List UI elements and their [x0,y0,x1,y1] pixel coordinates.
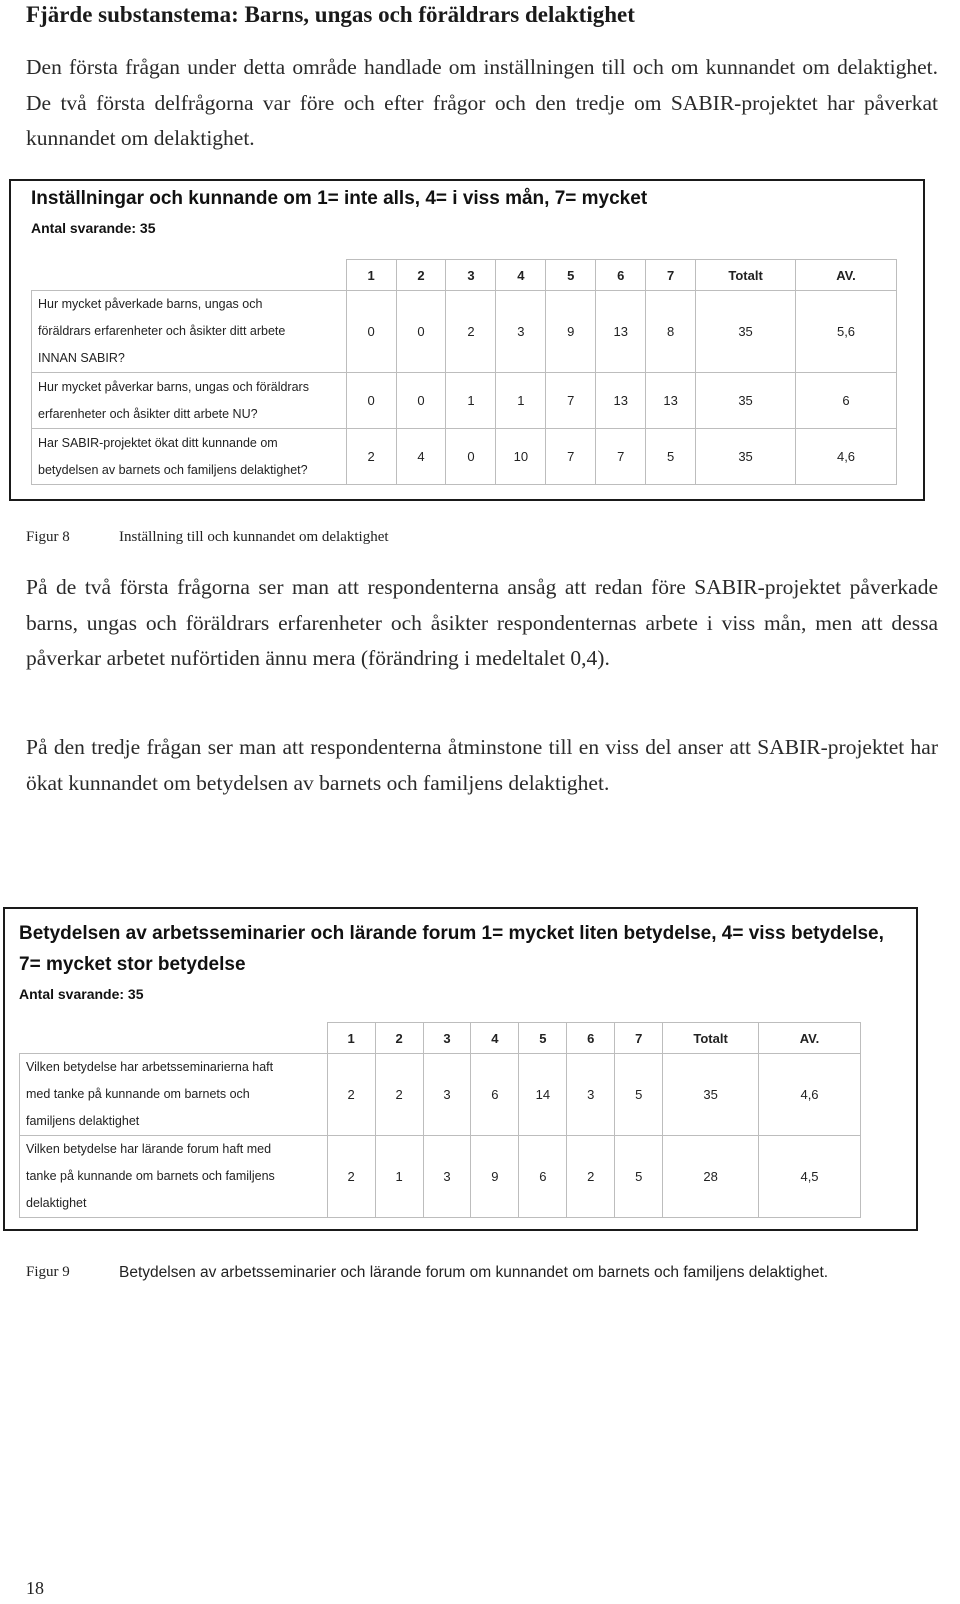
value-cell: 3 [423,1136,471,1218]
value-cell: 7 [546,373,596,429]
value-cell: 5 [615,1136,663,1218]
section-heading: Fjärde substanstema: Barns, ungas och föräldrars delaktighet [26,2,635,27]
figure-8-caption-number: Figur 8 [26,529,70,545]
question-line: INNAN SABIR? [38,351,125,365]
question-line: Hur mycket påverkade barns, ungas och [38,297,263,311]
figure-9-caption-text: Betydelsen av arbetsseminarier och lärande forum om kunnandet om barnets och familjens delaktighet. [119,1264,829,1281]
header-cell: 7 [615,1023,663,1054]
result-paragraph-1: På de två första frågorna ser man att respondenterna ansåg att redan före SABIR-projektet påverkade barns, ungas och föräldrars erfarenheter och åsikter respondenternas arbete i viss mån, men att dessa påverkar arbetet nuförtiden ännu mera (förändring i medeltalet 0,4). [26,575,938,670]
question-line: tanke på kunnande om barnets och familjens [26,1169,275,1183]
value-cell: 4,6 [796,429,897,485]
value-cell: 0 [346,291,396,373]
value-cell: 2 [327,1054,375,1136]
header-cell: 4 [471,1023,519,1054]
table-row [32,429,897,485]
header-cell: 4 [496,260,546,291]
question-line: erfarenheter och åsikter ditt arbete NU? [38,406,258,421]
value-cell: 2 [446,291,496,373]
figure-8-title: Inställningar och kunnande om 1= inte alls, 4= i viss mån, 7= mycket [31,188,648,209]
value-cell: 9 [471,1136,519,1218]
value-cell: 0 [346,373,396,429]
value-cell: 2 [567,1136,615,1218]
value-cell: 7 [546,429,596,485]
header-cell: 3 [423,1023,471,1054]
figure-8-table [31,259,897,485]
value-cell: 35 [696,291,796,373]
header-cell: Totalt [696,260,796,291]
value-cell: 6 [796,373,897,429]
question-line: Hur mycket påverkar barns, ungas och föräldrars [38,379,309,394]
figure-9-caption-number: Figur 9 [26,1264,70,1280]
header-cell: 1 [346,260,396,291]
header-cell: 6 [596,260,646,291]
value-cell: 13 [646,373,696,429]
header-cell: 7 [646,260,696,291]
value-cell: 28 [663,1136,759,1218]
value-cell: 5 [646,429,696,485]
value-cell: 2 [346,429,396,485]
figure-8-caption-text: Inställning till och kunnandet om delaktighet [119,529,389,545]
header-cell: 2 [396,260,446,291]
header-cell: AV. [796,260,897,291]
table-row [20,1054,861,1136]
value-cell: 13 [596,291,646,373]
result-paragraph-2: På den tredje frågan ser man att respondenterna åtminstone till en viss del anser att SABIR-projektet har ökat kunnandet om betydelsen av barnets och familjens delaktighet. [26,735,938,795]
value-cell: 35 [663,1054,759,1136]
question-cell [32,291,347,373]
value-cell: 14 [519,1054,567,1136]
value-cell: 3 [496,291,546,373]
header-cell: 2 [375,1023,423,1054]
header-cell: 5 [519,1023,567,1054]
page-number: 18 [26,1578,44,1598]
value-cell: 9 [546,291,596,373]
question-cell [20,1054,328,1136]
value-cell: 4 [396,429,446,485]
figure-8-subtitle: Antal svarande: 35 [31,220,156,236]
value-cell: 7 [596,429,646,485]
header-cell: Totalt [663,1023,759,1054]
value-cell: 6 [471,1054,519,1136]
question-line: föräldrars erfarenheter och åsikter ditt arbete [38,324,286,338]
header-cell: AV. [759,1023,861,1054]
question-cell [20,1136,328,1218]
value-cell: 2 [327,1136,375,1218]
table-header-row [20,1023,861,1054]
question-line: Har SABIR-projektet ökat ditt kunnande om [38,435,278,450]
value-cell: 35 [696,373,796,429]
value-cell: 3 [423,1054,471,1136]
table-row [32,373,897,429]
header-empty-cell [20,1023,328,1054]
table-header-row [32,260,897,291]
figure-9-table [19,1022,861,1218]
question-line: delaktighet [26,1196,87,1210]
value-cell: 5 [615,1054,663,1136]
header-cell: 3 [446,260,496,291]
value-cell: 4,6 [759,1054,861,1136]
question-cell [32,373,347,429]
value-cell: 8 [646,291,696,373]
value-cell: 13 [596,373,646,429]
value-cell: 4,5 [759,1136,861,1218]
figure-9-subtitle: Antal svarande: 35 [19,986,144,1002]
value-cell: 2 [375,1054,423,1136]
figure-8-box [9,179,925,501]
intro-paragraph: Den första frågan under detta område handlade om inställningen till och om kunnandet om delaktighet. De två första delfrågorna var före och efter frågor och den tredje om SABIR-projektet har påverkat kunnandet om delaktighet. [26,55,938,150]
question-line: med tanke på kunnande om barnets och [26,1087,250,1101]
value-cell: 1 [496,373,546,429]
value-cell: 0 [446,429,496,485]
header-empty-cell [32,260,347,291]
question-line: familjens delaktighet [26,1114,140,1128]
value-cell: 35 [696,429,796,485]
figure-9-title-line-1: Betydelsen av arbetsseminarier och lärande forum 1= mycket liten betydelse, 4= viss betydelse, [19,923,884,944]
figure-9-title-line-2: 7= mycket stor betydelse [19,954,246,975]
value-cell: 5,6 [796,291,897,373]
value-cell: 3 [567,1054,615,1136]
value-cell: 1 [375,1136,423,1218]
question-cell [32,429,347,485]
value-cell: 10 [496,429,546,485]
question-line: Vilken betydelse har lärande forum haft med [26,1142,272,1156]
question-line: betydelsen av barnets och familjens delaktighet? [38,462,308,477]
header-cell: 6 [567,1023,615,1054]
value-cell: 1 [446,373,496,429]
value-cell: 0 [396,373,446,429]
question-line: Vilken betydelse har arbetsseminarierna haft [26,1060,274,1074]
header-cell: 5 [546,260,596,291]
table-row [32,291,897,373]
value-cell: 6 [519,1136,567,1218]
table-row [20,1136,861,1218]
header-cell: 1 [327,1023,375,1054]
value-cell: 0 [396,291,446,373]
figure-9-box [3,907,918,1231]
